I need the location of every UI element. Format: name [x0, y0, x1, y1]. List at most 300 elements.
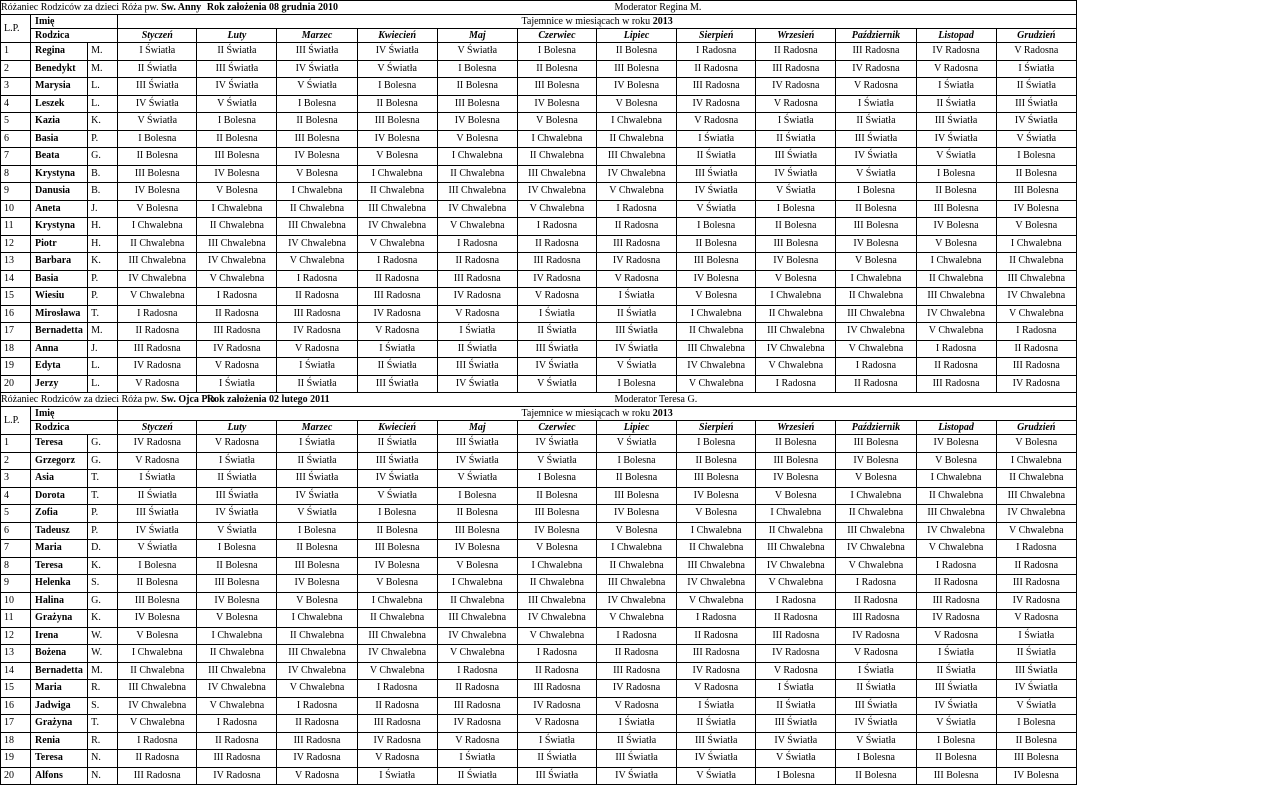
mystery-cell: IV Radosna — [996, 592, 1076, 610]
mystery-cell: II Chwalebna — [437, 592, 517, 610]
mystery-cell: IV Radosna — [677, 662, 756, 680]
mystery-cell: II Chwalebna — [357, 610, 437, 628]
mystery-cell: V Radosna — [677, 680, 756, 698]
month-header: Sierpień — [677, 421, 756, 435]
mystery-cell: II Chwalebna — [677, 540, 756, 558]
mystery-cell: III Bolesna — [677, 470, 756, 488]
mystery-cell: II Bolesna — [357, 95, 437, 113]
mystery-cell: I Chwalebna — [437, 575, 517, 593]
mystery-cell: III Światła — [118, 505, 197, 523]
mystery-cell: IV Radosna — [916, 43, 996, 61]
mystery-cell: V Radosna — [277, 340, 357, 358]
table-row — [1, 95, 1077, 113]
table-row — [1, 540, 1077, 558]
mystery-cell: III Radosna — [517, 253, 596, 271]
mystery-cell: IV Bolesna — [836, 235, 916, 253]
mystery-cell: I Bolesna — [677, 435, 756, 453]
mystery-cell: IV Bolesna — [756, 470, 836, 488]
parent-initial: K. — [88, 113, 118, 131]
parent-initial: N. — [88, 750, 118, 768]
table-row — [1, 200, 1077, 218]
parent-name: Grażyna — [31, 610, 88, 628]
mystery-cell: V Światła — [756, 183, 836, 201]
month-header: Marzec — [277, 29, 357, 43]
mystery-cell: III Radosna — [197, 750, 277, 768]
mystery-cell: II Światła — [118, 487, 197, 505]
mystery-cell: III Bolesna — [197, 575, 277, 593]
mysteries-header-text: Tajemnice w miesiącach w roku — [521, 408, 651, 419]
mystery-cell: V Radosna — [597, 270, 677, 288]
mystery-cell: IV Chwalebna — [517, 610, 596, 628]
row-number: 6 — [1, 522, 31, 540]
mystery-cell: III Chwalebna — [996, 487, 1076, 505]
name-header-1: Imię — [31, 15, 118, 29]
mystery-cell: IV Radosna — [517, 697, 596, 715]
table-row — [1, 235, 1077, 253]
mystery-cell: II Radosna — [756, 43, 836, 61]
mystery-cell: I Chwalebna — [277, 610, 357, 628]
parent-initial: R. — [88, 680, 118, 698]
parent-initial: B. — [88, 165, 118, 183]
table-row — [1, 183, 1077, 201]
mystery-cell: II Chwalebna — [916, 487, 996, 505]
mystery-cell: V Światła — [996, 130, 1076, 148]
mystery-cell: II Światła — [277, 375, 357, 393]
mystery-cell: V Bolesna — [437, 557, 517, 575]
mystery-cell: II Radosna — [996, 340, 1076, 358]
table-row — [1, 323, 1077, 341]
mystery-cell: III Światła — [677, 165, 756, 183]
mystery-cell: IV Światła — [197, 505, 277, 523]
mystery-cell: II Światła — [996, 645, 1076, 663]
mystery-cell: II Radosna — [118, 323, 197, 341]
mystery-cell: IV Światła — [597, 340, 677, 358]
mystery-cell: V Chwalebna — [996, 305, 1076, 323]
mystery-cell: IV Chwalebna — [277, 662, 357, 680]
parent-initial: G. — [88, 148, 118, 166]
mystery-cell: III Chwalebna — [996, 270, 1076, 288]
row-number: 5 — [1, 113, 31, 131]
mystery-cell: II Radosna — [517, 662, 596, 680]
mystery-cell: II Chwalebna — [996, 470, 1076, 488]
row-number: 12 — [1, 627, 31, 645]
mystery-cell: V Światła — [597, 435, 677, 453]
mystery-cell: V Bolesna — [517, 540, 596, 558]
mystery-cell: II Chwalebna — [517, 148, 596, 166]
mystery-cell: I Radosna — [916, 557, 996, 575]
mystery-cell: II Chwalebna — [197, 218, 277, 236]
mystery-cell: I Chwalebna — [118, 645, 197, 663]
mystery-cell: III Bolesna — [437, 522, 517, 540]
mystery-cell: I Chwalebna — [677, 522, 756, 540]
mystery-cell: I Chwalebna — [756, 505, 836, 523]
mystery-cell: V Światła — [118, 540, 197, 558]
mystery-cell: I Chwalebna — [916, 253, 996, 271]
mystery-cell: IV Światła — [916, 130, 996, 148]
mystery-cell: III Światła — [437, 435, 517, 453]
mystery-cell: I Bolesna — [916, 732, 996, 750]
table-row — [1, 592, 1077, 610]
mystery-cell: I Chwalebna — [597, 113, 677, 131]
mystery-cell: IV Chwalebna — [197, 680, 277, 698]
mystery-cell: II Radosna — [597, 218, 677, 236]
mystery-cell: I Radosna — [597, 200, 677, 218]
row-number: 8 — [1, 165, 31, 183]
mystery-cell: IV Chwalebna — [357, 645, 437, 663]
mystery-cell: III Światła — [517, 767, 596, 785]
mystery-cell: III Chwalebna — [277, 645, 357, 663]
mystery-cell: II Światła — [277, 452, 357, 470]
section-title-prefix: Różaniec Rodziców za dzieci Róża pw. — [1, 2, 159, 13]
mystery-cell: III Światła — [756, 148, 836, 166]
mystery-cell: III Światła — [277, 470, 357, 488]
mystery-cell: I Chwalebna — [517, 557, 596, 575]
parent-name: Maria — [31, 680, 88, 698]
name-header-2: Rodzica — [31, 421, 118, 435]
month-header: Lipiec — [597, 29, 677, 43]
table-row — [1, 680, 1077, 698]
parent-name: Basia — [31, 130, 88, 148]
mystery-cell: V Chwalebna — [517, 200, 596, 218]
mysteries-header — [118, 15, 1077, 29]
mystery-cell: II Radosna — [916, 358, 996, 376]
mystery-cell: I Radosna — [437, 662, 517, 680]
mystery-cell: IV Światła — [277, 60, 357, 78]
mystery-cell: V Chwalebna — [357, 235, 437, 253]
table-row — [1, 767, 1077, 785]
mystery-cell: V Światła — [756, 750, 836, 768]
mystery-cell: I Radosna — [357, 680, 437, 698]
mystery-cell: III Bolesna — [836, 218, 916, 236]
table-row — [1, 487, 1077, 505]
mystery-cell: III Chwalebna — [597, 148, 677, 166]
row-number: 9 — [1, 183, 31, 201]
mystery-cell: III Bolesna — [118, 592, 197, 610]
mystery-cell: I Światła — [597, 715, 677, 733]
month-header: Październik — [836, 29, 916, 43]
mystery-cell: IV Światła — [118, 95, 197, 113]
mystery-cell: IV Radosna — [437, 288, 517, 306]
parent-name: Piotr — [31, 235, 88, 253]
mystery-cell: III Bolesna — [756, 452, 836, 470]
mystery-cell: III Radosna — [756, 60, 836, 78]
mystery-cell: III Chwalebna — [836, 305, 916, 323]
row-number: 2 — [1, 60, 31, 78]
mystery-cell: II Chwalebna — [118, 662, 197, 680]
parent-name: Halina — [31, 592, 88, 610]
mystery-cell: IV Światła — [197, 78, 277, 96]
mystery-cell: III Światła — [597, 323, 677, 341]
mystery-cell: II Bolesna — [118, 575, 197, 593]
parent-initial: J. — [88, 340, 118, 358]
mystery-cell: IV Radosna — [357, 732, 437, 750]
mystery-cell: I Światła — [437, 323, 517, 341]
mystery-cell: I Bolesna — [517, 43, 596, 61]
mystery-cell: I Chwalebna — [996, 452, 1076, 470]
mystery-cell: III Bolesna — [517, 78, 596, 96]
mystery-cell: IV Chwalebna — [836, 540, 916, 558]
mystery-cell: II Radosna — [517, 235, 596, 253]
mystery-cell: II Bolesna — [597, 470, 677, 488]
mystery-cell: III Bolesna — [357, 540, 437, 558]
mystery-cell: II Bolesna — [197, 557, 277, 575]
mystery-cell: IV Radosna — [277, 323, 357, 341]
mystery-cell: I Światła — [357, 767, 437, 785]
mystery-cell: II Radosna — [118, 750, 197, 768]
mystery-cell: I Światła — [517, 732, 596, 750]
row-number: 1 — [1, 435, 31, 453]
mystery-cell: III Światła — [996, 95, 1076, 113]
row-number: 20 — [1, 375, 31, 393]
mystery-cell: V Światła — [836, 732, 916, 750]
parent-name: Krystyna — [31, 165, 88, 183]
mystery-cell: IV Światła — [437, 452, 517, 470]
mystery-cell: III Radosna — [197, 323, 277, 341]
mystery-cell: IV Radosna — [197, 340, 277, 358]
mystery-cell: I Radosna — [517, 645, 596, 663]
mystery-cell: I Światła — [277, 358, 357, 376]
mystery-cell: I Bolesna — [197, 113, 277, 131]
mystery-cell: V Radosna — [996, 43, 1076, 61]
mystery-cell: II Radosna — [597, 645, 677, 663]
mystery-cell: II Światła — [916, 95, 996, 113]
mystery-cell: III Światła — [916, 680, 996, 698]
mystery-cell: II Radosna — [916, 575, 996, 593]
mystery-cell: III Bolesna — [836, 435, 916, 453]
mystery-cell: I Bolesna — [517, 470, 596, 488]
mystery-cell: V Chwalebna — [437, 645, 517, 663]
mystery-cell: II Radosna — [197, 305, 277, 323]
mystery-cell: IV Chwalebna — [996, 505, 1076, 523]
mystery-cell: IV Bolesna — [517, 95, 596, 113]
mystery-cell: V Światła — [916, 148, 996, 166]
mystery-cell: II Bolesna — [996, 165, 1076, 183]
mystery-cell: V Radosna — [916, 627, 996, 645]
month-header: Październik — [836, 421, 916, 435]
month-header: Listopad — [916, 421, 996, 435]
mystery-cell: II Chwalebna — [277, 627, 357, 645]
mystery-cell: V Chwalebna — [597, 610, 677, 628]
mystery-cell: V Bolesna — [996, 435, 1076, 453]
parent-initial: H. — [88, 235, 118, 253]
mystery-cell: III Bolesna — [996, 750, 1076, 768]
mystery-cell: IV Chwalebna — [677, 358, 756, 376]
parent-name: Maria — [31, 540, 88, 558]
mystery-cell: V Bolesna — [597, 95, 677, 113]
row-number: 11 — [1, 218, 31, 236]
mystery-cell: IV Światła — [357, 43, 437, 61]
table-row — [1, 253, 1077, 271]
mystery-cell: IV Chwalebna — [996, 288, 1076, 306]
mystery-cell: II Światła — [597, 732, 677, 750]
mystery-cell: V Radosna — [677, 113, 756, 131]
parent-name: Mirosława — [31, 305, 88, 323]
mystery-cell: V Radosna — [437, 305, 517, 323]
mystery-cell: IV Chwalebna — [118, 697, 197, 715]
mystery-cell: V Radosna — [597, 697, 677, 715]
parent-initial: L. — [88, 358, 118, 376]
mystery-cell: III Radosna — [357, 288, 437, 306]
mystery-cell: IV Radosna — [677, 95, 756, 113]
mystery-cell: III Chwalebna — [517, 592, 596, 610]
mystery-cell: IV Radosna — [357, 305, 437, 323]
table-row — [1, 78, 1077, 96]
mystery-cell: IV Światła — [996, 113, 1076, 131]
mystery-cell: II Światła — [677, 715, 756, 733]
mystery-cell: V Chwalebna — [836, 340, 916, 358]
mystery-cell: III Bolesna — [756, 235, 836, 253]
mystery-cell: III Radosna — [437, 697, 517, 715]
mystery-cell: I Chwalebna — [597, 540, 677, 558]
parent-name: Helenka — [31, 575, 88, 593]
parent-name: Asia — [31, 470, 88, 488]
row-number: 3 — [1, 78, 31, 96]
table-row — [1, 732, 1077, 750]
mystery-cell: V Światła — [437, 470, 517, 488]
mystery-cell: II Bolesna — [118, 148, 197, 166]
mystery-cell: III Bolesna — [118, 165, 197, 183]
section-title-row — [1, 1, 1077, 15]
section-title — [1, 1, 202, 15]
row-number: 15 — [1, 288, 31, 306]
mystery-cell: III Radosna — [756, 627, 836, 645]
parent-name: Aneta — [31, 200, 88, 218]
parent-initial: K. — [88, 610, 118, 628]
mystery-cell: II Światła — [437, 340, 517, 358]
row-number: 17 — [1, 323, 31, 341]
mystery-cell: II Bolesna — [996, 732, 1076, 750]
mystery-cell: II Bolesna — [437, 505, 517, 523]
mystery-cell: I Chwalebna — [756, 288, 836, 306]
parent-initial: D. — [88, 540, 118, 558]
parent-name: Wiesiu — [31, 288, 88, 306]
mystery-cell: III Światła — [916, 113, 996, 131]
parent-name: Regina — [31, 43, 88, 61]
mystery-cell: IV Bolesna — [756, 253, 836, 271]
table-row — [1, 113, 1077, 131]
mystery-cell: II Radosna — [677, 60, 756, 78]
mystery-cell: V Światła — [277, 78, 357, 96]
mystery-cell: IV Bolesna — [597, 505, 677, 523]
mystery-cell: I Chwalebna — [118, 218, 197, 236]
table-row — [1, 288, 1077, 306]
parent-initial: P. — [88, 130, 118, 148]
mystery-cell: IV Bolesna — [916, 435, 996, 453]
mystery-cell: III Radosna — [836, 43, 916, 61]
parent-initial: J. — [88, 200, 118, 218]
mystery-cell: V Chwalebna — [517, 627, 596, 645]
parent-name: Teresa — [31, 557, 88, 575]
mystery-cell: II Bolesna — [756, 435, 836, 453]
mystery-cell: I Chwalebna — [197, 627, 277, 645]
mystery-cell: I Bolesna — [597, 375, 677, 393]
mystery-cell: V Światła — [677, 200, 756, 218]
section-title-prefix: Różaniec Rodziców za dzieci Róża pw. — [1, 394, 159, 405]
mystery-cell: I Chwalebna — [197, 200, 277, 218]
mystery-cell: IV Chwalebna — [517, 183, 596, 201]
mystery-cell: IV Radosna — [916, 610, 996, 628]
row-number: 19 — [1, 358, 31, 376]
mystery-cell: III Chwalebna — [197, 235, 277, 253]
table-row — [1, 165, 1077, 183]
mystery-cell: IV Radosna — [836, 60, 916, 78]
row-number: 14 — [1, 270, 31, 288]
parent-initial: S. — [88, 697, 118, 715]
mystery-cell: I Bolesna — [437, 60, 517, 78]
mystery-cell: I Chwalebna — [996, 235, 1076, 253]
mystery-cell: IV Chwalebna — [197, 253, 277, 271]
mystery-cell: V Bolesna — [357, 575, 437, 593]
mystery-cell: II Światła — [118, 60, 197, 78]
mystery-cell: V Światła — [597, 358, 677, 376]
mystery-cell: II Bolesna — [437, 78, 517, 96]
mystery-cell: V Chwalebna — [277, 680, 357, 698]
mystery-cell: IV Chwalebna — [756, 340, 836, 358]
mystery-cell: II Radosna — [437, 253, 517, 271]
row-number: 18 — [1, 732, 31, 750]
mystery-cell: III Bolesna — [597, 487, 677, 505]
parent-name: Benedykt — [31, 60, 88, 78]
parent-name: Bożena — [31, 645, 88, 663]
parent-name: Irena — [31, 627, 88, 645]
parent-name: Tadeusz — [31, 522, 88, 540]
row-number: 7 — [1, 148, 31, 166]
parent-initial: P. — [88, 522, 118, 540]
mystery-cell: II Światła — [996, 78, 1076, 96]
mystery-cell: I Światła — [197, 375, 277, 393]
mystery-cell: III Chwalebna — [756, 540, 836, 558]
mystery-cell: III Chwalebna — [277, 218, 357, 236]
mystery-cell: III Światła — [118, 78, 197, 96]
mystery-cell: V Chwalebna — [197, 697, 277, 715]
mystery-cell: V Światła — [197, 95, 277, 113]
table-row — [1, 575, 1077, 593]
section-moderator: Moderator Regina M. — [597, 1, 1077, 15]
mystery-cell: I Chwalebna — [357, 592, 437, 610]
parent-initial: L. — [88, 78, 118, 96]
row-number: 13 — [1, 645, 31, 663]
mystery-cell: III Chwalebna — [677, 340, 756, 358]
mystery-cell: V Światła — [437, 43, 517, 61]
parent-initial: P. — [88, 288, 118, 306]
table-row — [1, 130, 1077, 148]
parent-name: Marysia — [31, 78, 88, 96]
parent-name: Danusia — [31, 183, 88, 201]
mystery-cell: III Radosna — [118, 340, 197, 358]
mystery-cell: III Radosna — [597, 235, 677, 253]
mystery-cell: I Światła — [836, 95, 916, 113]
mystery-cell: IV Bolesna — [197, 165, 277, 183]
mystery-cell: I Światła — [197, 452, 277, 470]
mystery-cell: IV Światła — [517, 435, 596, 453]
mystery-cell: I Radosna — [437, 235, 517, 253]
mystery-cell: I Radosna — [197, 288, 277, 306]
mystery-cell: I Radosna — [357, 253, 437, 271]
mystery-cell: I Bolesna — [916, 165, 996, 183]
mystery-cell: I Radosna — [118, 305, 197, 323]
mystery-cell: II Radosna — [357, 697, 437, 715]
mystery-cell: II Światła — [437, 767, 517, 785]
row-number: 16 — [1, 697, 31, 715]
mystery-cell: III Chwalebna — [357, 627, 437, 645]
mystery-cell: II Radosna — [836, 375, 916, 393]
mystery-cell: IV Światła — [357, 470, 437, 488]
mystery-cell: IV Chwalebna — [357, 218, 437, 236]
mystery-cell: I Bolesna — [437, 487, 517, 505]
mystery-cell: V Radosna — [357, 750, 437, 768]
mystery-cell: V Światła — [836, 165, 916, 183]
mystery-cell: IV Bolesna — [677, 487, 756, 505]
